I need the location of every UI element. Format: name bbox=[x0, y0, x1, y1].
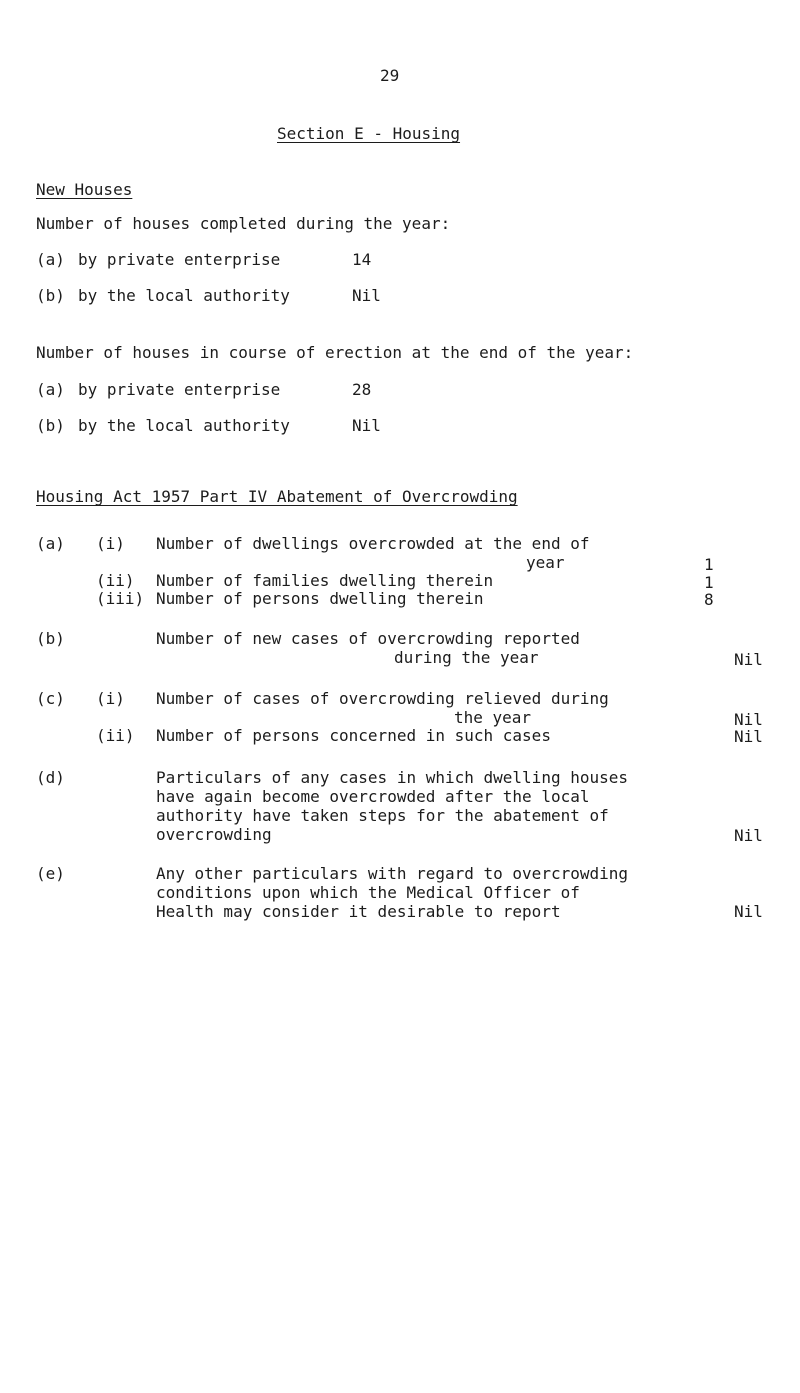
item-a-ii-num: (ii) bbox=[96, 571, 135, 590]
item-c-i-num: (i) bbox=[96, 689, 125, 708]
item-a-i-num: (i) bbox=[96, 534, 125, 553]
item-a-ii-text: Number of families dwelling therein bbox=[156, 571, 494, 590]
item-d-line: overcrowding bbox=[156, 825, 272, 844]
item-letter: (b) bbox=[36, 286, 65, 305]
item-a-iii-value: 8 bbox=[704, 590, 714, 609]
item-b-text: Number of new cases of overcrowding reported bbox=[156, 629, 580, 648]
item-value: 14 bbox=[352, 250, 372, 269]
item-d-line: have again become overcrowded after the local bbox=[156, 787, 590, 806]
item-letter: (a) bbox=[36, 380, 65, 399]
item-c-ii-value: Nil bbox=[734, 727, 763, 746]
item-value: Nil bbox=[352, 416, 381, 435]
item-text: by the local authority bbox=[78, 416, 290, 435]
item-a-i-value: 1 bbox=[704, 555, 714, 574]
item-text: by the local authority bbox=[78, 286, 290, 305]
item-b-value: Nil bbox=[734, 650, 763, 669]
item-value: 28 bbox=[352, 380, 372, 399]
item-c-i-text-cont: the year bbox=[454, 708, 532, 727]
section-title: Section E - Housing bbox=[277, 124, 461, 143]
item-c-ii-num: (ii) bbox=[96, 726, 135, 745]
item-a-i-text: Number of dwellings overcrowded at the end of bbox=[156, 534, 590, 553]
item-a-ii-value: 1 bbox=[704, 573, 714, 592]
completed-label: Number of houses completed during the year: bbox=[36, 214, 451, 233]
in-erection-label: Number of houses in course of erection at the end of the year: bbox=[36, 343, 634, 362]
item-b-text-cont: during the year bbox=[394, 648, 539, 667]
item-e-line: Any other particulars with regard to overcrowding bbox=[156, 864, 629, 883]
item-e-line: Health may consider it desirable to report bbox=[156, 902, 561, 921]
item-c-i-text: Number of cases of overcrowding relieved during bbox=[156, 689, 609, 708]
item-e-letter: (e) bbox=[36, 864, 65, 883]
item-d-value: Nil bbox=[734, 826, 763, 845]
item-c-i-value: Nil bbox=[734, 710, 763, 729]
item-e-value: Nil bbox=[734, 902, 763, 921]
item-text: by private enterprise bbox=[78, 250, 281, 269]
item-e-line: conditions upon which the Medical Officer of bbox=[156, 883, 580, 902]
item-d-line: Particulars of any cases in which dwelling houses bbox=[156, 768, 629, 787]
item-a-iii-num: (iii) bbox=[96, 589, 145, 608]
item-a-iii-text: Number of persons dwelling therein bbox=[156, 589, 484, 608]
item-d-line: authority have taken steps for the abatement of bbox=[156, 806, 609, 825]
overcrowding-heading: Housing Act 1957 Part IV Abatement of Overcrowding bbox=[36, 487, 518, 506]
item-letter: (a) bbox=[36, 250, 65, 269]
item-a-letter: (a) bbox=[36, 534, 65, 553]
page-number: 29 bbox=[380, 66, 400, 85]
item-a-i-text-cont: year bbox=[526, 553, 565, 572]
new-houses-heading: New Houses bbox=[36, 180, 133, 199]
item-value: Nil bbox=[352, 286, 381, 305]
item-text: by private enterprise bbox=[78, 380, 281, 399]
item-d-letter: (d) bbox=[36, 768, 65, 787]
item-c-letter: (c) bbox=[36, 689, 65, 708]
item-c-ii-text: Number of persons concerned in such cases bbox=[156, 726, 551, 745]
item-b-letter: (b) bbox=[36, 629, 65, 648]
item-letter: (b) bbox=[36, 416, 65, 435]
